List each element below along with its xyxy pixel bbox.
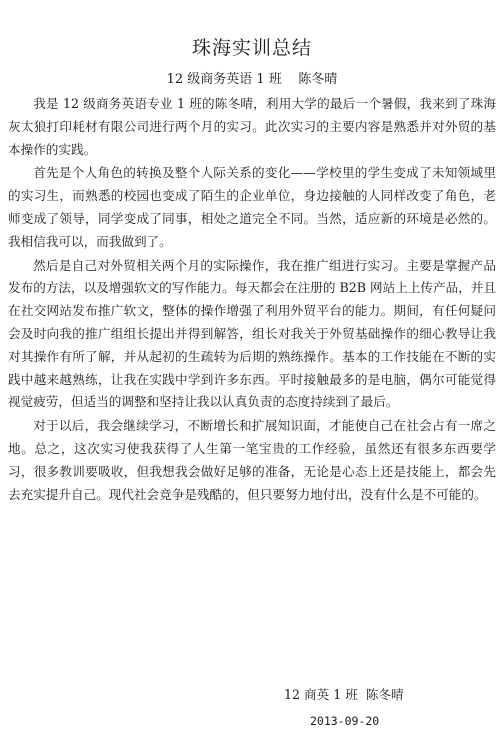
signature: 12 商英 1 班 陈冬晴 xyxy=(284,687,404,702)
paragraph-practice: 然后是自己对外贸相关两个月的实际操作，我在推广组进行实习。主要是掌握产品发布的方法，以及增强软文的写作能力。每天都会在注册的 B2B 网站上上传产品，并且在社交网站发布推广软文，整体的操作增强了利用外贸平台的能力。期间，有任何疑问会及时向我的推广组组长提出并得到解答，组长对我关于外贸基础操作的细心教导让我对其操作有所了解，并从起初的生疏转为后期的熟练操作。基本的工作技能在不断的实践中越来越熟练，让我在实践中学到许多东西。平时接触最多的是电脑，偶尔可能觉得视觉疲劳，但适当的调整和坚持让我以认真负责的态度持续到了最后。 xyxy=(8,257,496,410)
paragraph-conclusion: 对于以后，我会继续学习，不断增长和扩展知识面，才能使自己在社会占有一席之地。总之，这次实习使我获得了人生第一笔宝贵的工作经验，虽然还有很多东西要学习，很多教训要吸收，但我想我会做好足够的准备，无论是心态上还是技能上，都会先去充实提升自己。现代社会竞争是残酷的，但只要努力地付出，没有什么是不可能的。 xyxy=(8,418,496,502)
document-title: 珠海实训总结 xyxy=(191,37,312,59)
author-line: 12 级商务英语 1 班 陈冬晴 xyxy=(166,72,338,87)
signature-date: 2013-09-20 xyxy=(310,714,380,728)
document-body xyxy=(8,93,496,507)
paragraph-role-change: 首先是个人角色的转换及整个人际关系的变化——学校里的学生变成了未知领域里的实习生，而熟悉的校园也变成了陌生的企业单位，身边接触的人同样改变了角色，老师变成了领导，同学变成了同事，相处之道完全不同。当然，适应新的环境是必然的。我相信我可以，而我做到了。 xyxy=(8,165,496,249)
paragraph-intro: 我是 12 级商务英语专业 1 班的陈冬晴，利用大学的最后一个暑假，我来到了珠海灰太狼打印耗材有限公司进行两个月的实习。此次实习的主要内容是熟悉并对外贸的基本操作的实践。 xyxy=(8,96,496,157)
